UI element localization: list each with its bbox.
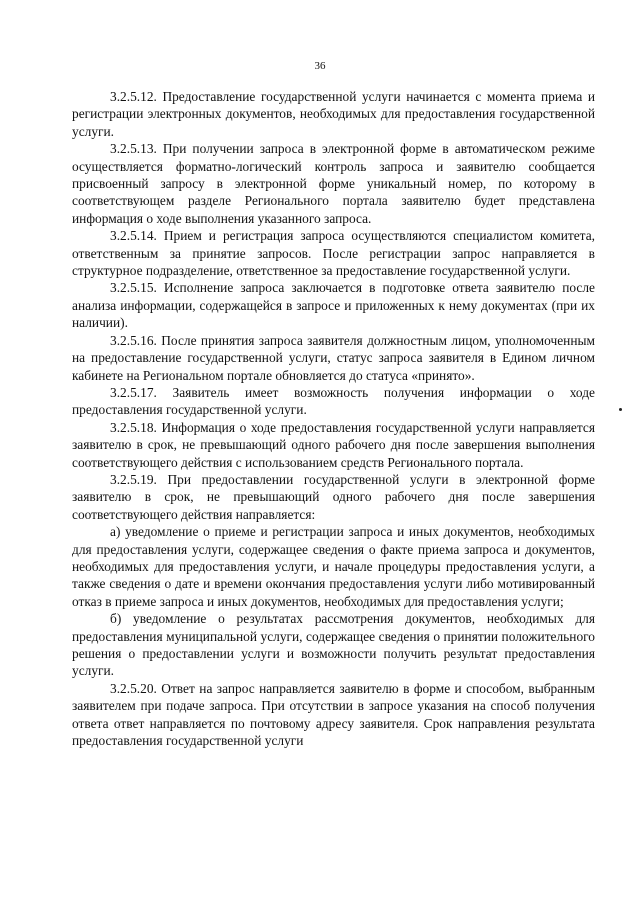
paragraph-3-2-5-16: 3.2.5.16. После принятия запроса заявителя должностным лицом, уполномоченным на предоставление государственной услуги, статус запроса заявителя в Едином личном кабинете на Региональном портале обновляется до статуса «принято». (72, 332, 595, 383)
paragraph-3-2-5-20: 3.2.5.20. Ответ на запрос направляется заявителю в форме и способом, выбранным заявителем при подаче запроса. При отсутствии в запросе указания на способ получения ответа ответ направляется по почтовому адресу заявителя. Срок направления результата предоставления государственной услуги (72, 680, 595, 749)
paragraph-3-2-5-19: 3.2.5.19. При предоставлении государственной услуги в электронной форме заявителю в срок, не превышающий одного рабочего дня после завершения соответствующего действия направляется: (72, 471, 595, 522)
paragraph-3-2-5-13: 3.2.5.13. При получении запроса в электронной форме в автоматическом режиме осуществляется форматно-логический контроль запроса и заявителю сообщается присвоенный запросу в электронной форме уникальный номер, по которому в соответствующем разделе Регионального портала заявителю будет представлена информация о ходе выполнения указанного запроса. (72, 141, 595, 226)
paragraph-3-2-5-17: 3.2.5.17. Заявитель имеет возможность получения информации о ходе предоставления государственной услуги. (72, 384, 595, 418)
list-item-a: а) уведомление о приеме и регистрации запроса и иных документов, необходимых для предоставления услуги, содержащее сведения о факте приема запроса и документов, необходимых для предоставления услуги, и начале процедуры предоставления услуги, а также сведения о дате и времени окончания предоставления услуги либо мотивированный отказ в приеме запроса и иных документов, необходимых для предоставления услуги; (72, 524, 595, 609)
paragraph-3-2-5-18: 3.2.5.18. Информация о ходе предоставления государственной услуги направляется заявителю в срок, не превышающий одного рабочего дня после завершения выполнения соответствующего действия с использованием средств Регионального портала. (72, 419, 595, 470)
paragraph-3-2-5-12: 3.2.5.12. Предоставление государственной услуги начинается с момента приема и регистрации электронных документов, необходимых для предоставления государственной услуги. (72, 89, 595, 139)
paragraph-3-2-5-14: 3.2.5.14. Прием и регистрация запроса осуществляются специалистом комитета, ответственным за принятие запросов. После регистрации запрос направляется в структурное подразделение, ответственное за предоставление государственной услуги. (72, 228, 595, 279)
document-body (72, 88, 595, 749)
scan-artifact-dot (619, 408, 622, 411)
page-number: 36 (314, 60, 326, 72)
paragraph-3-2-5-15: 3.2.5.15. Исполнение запроса заключается в подготовке ответа заявителю после анализа информации, содержащейся в запросе и приложенных к нему документах (при их наличии). (72, 280, 595, 331)
list-item-b: б) уведомление о результатах рассмотрения документов, необходимых для предоставления муниципальной услуги, содержащее сведения о принятии положительного решения о предоставлении услуги и возможности получить результат предоставления услуги. (72, 611, 595, 679)
